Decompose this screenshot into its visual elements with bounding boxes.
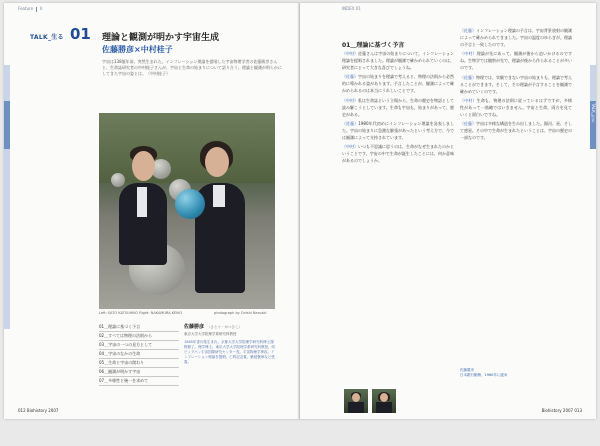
running-head-section: Feature [18,6,34,11]
paragraph: （中村）佐藤さんは宇宙の始まりについて、インフレーション理論を提唱されました。理論が観測で確かめられていくのは、研究者にとって大きな喜びでしょうね。 [342,51,454,71]
contents-item: 07＿多様性と統一を求めて [99,377,179,386]
paragraph: （中村）生命も、物理の法則に従っているはずですが、多様性があって一筋縄ではいきません。宇宙と生命、両方を見ていくと面白いですね。 [460,97,573,118]
contents-list [99,323,179,386]
intro-text: 宇宙は138億年前、突然生まれた。インフレーション理論を提唱した宇宙物理学者の佐藤勝彦さんと、生命誌研究者の中村桂子さんが、宇宙と生命の始まりについて語り合う。理論と観測が明らかにしてきた宇宙の姿とは。（中村桂子） [102,59,282,76]
profile-affiliation: 東京大学大学院理学系研究科教授 [184,332,237,336]
speaker-names: 佐藤勝彦×中村桂子 [102,45,173,54]
paragraph: （佐藤）宇宙の始まりを理論で考えると、物理の法則から必然的に導かれる姿があります。予言したことが、観測によって確かめられるのは本当にうれしいことです。 [342,74,454,94]
contents-item: 03＿宇宙の一つの見方として [99,341,179,350]
talk-label: TALK_生る [30,34,64,41]
speaker: （佐藤） [460,28,477,33]
profile-name: 佐藤勝彦 [184,324,205,330]
speaker: （中村） [342,51,359,56]
paragraph: （佐藤）1980年代初めにインフレーション理論を発表しました。宇宙の始まりに急激な膨張があったという考え方で、今では観測によって支持されています。 [342,120,455,141]
paragraph: （佐藤）物理では、実験できない宇宙の始まりも、理論で考えることができます。そして、その理論が予言することを観測で確かめていくのです。 [460,74,572,94]
side-label: TALK_生る [591,103,596,123]
folio-right: Biohistory 2007 013 [541,408,582,413]
thumb-caption: 佐藤勝彦 日本銀行勤務、1960年に渡米 [460,368,508,377]
contents-item: 05＿生命と宇宙の関わり [99,359,179,368]
thumb-photo-nakamura [372,389,396,413]
headline: 理論と観測が明かす宇宙生成 [102,33,220,43]
running-head-number: II [40,6,43,11]
profile-kana: （さとう・かつひこ） [207,325,243,329]
paragraph: （佐藤）宇宙は多様な構造を生み出しました。銀河、星、そして惑星。その中で生命が生まれたということは、宇宙の歴史の一部なのです。 [460,121,572,141]
paragraph: （中村）私は生命誌という立場から、生命の歴史を物語として読み解こうとしています。生命も宇宙も、始まりがあって、歴史がある。 [342,97,454,117]
text-column-1 [342,50,454,166]
paragraph: （佐藤）インフレーション理論の予言は、宇宙背景放射の観測によって確かめられてきました。宇宙の温度のゆらぎが、理論の予言と一致したのです。 [460,28,572,48]
profile-bio: 1945年香川県生まれ。京都大学大学院理学研究科博士課程修了。理学博士。東京大学大学院理学系研究科教授、同ビッグバン宇宙国際研究センター長。宇宙物理学専攻。インフレーション理論を提唱。仁科記念賞、紫綬褒章など受賞。 [184,340,275,364]
section-heading: 01＿理論に基づく予言 [342,42,405,49]
main-photo [99,113,275,309]
photo-caption: Left: SATO KATSUHIKO Right: NAKAMURA KEIKO [99,311,183,315]
talk-number: 01 [70,25,91,43]
side-tab-right [590,65,596,101]
speaker: （佐藤） [342,120,359,126]
running-head-right: INDEX 01 [342,6,361,11]
contents-item: 02＿すべては物理の法則から [99,332,179,341]
speaker: （中村） [342,97,358,103]
speaker: （中村） [460,51,477,57]
speaker: （佐藤） [460,74,476,80]
profile-box [184,323,276,365]
speaker: （佐藤） [342,74,358,80]
speaker: （中村） [460,97,477,103]
side-tab-accent [4,101,10,149]
folio-left: 012 Biohistory 2007 [18,408,59,413]
running-head-left [18,6,42,12]
contents-item: 06＿観測が明かす宇宙 [99,368,179,377]
side-tab-lower [4,149,10,329]
paragraph: （中村）いつも不思議に思うのは、生命がなぜ生まれたのかということです。宇宙の中で生命が誕生したことには、何か意味があるのでしょうか。 [342,144,454,164]
right-page [300,3,596,419]
photo-credit: photograph by Onishi Naruaki [214,311,267,315]
paragraph: （中村）理論が先にあって、観測が後から追いかけるのですね。生物学では観察が先で、理論が後から作られることが多いのです。 [460,51,572,71]
contents-item: 04＿宇宙のなかの生命 [99,350,179,359]
contents-item: 01＿理論に基づく予言 [99,323,179,332]
speaker: （中村） [342,144,358,150]
left-page [4,3,300,419]
side-tab [4,65,10,101]
thumb-photo-sato [344,389,368,413]
speaker: （佐藤） [460,121,476,127]
text-column-2 [460,27,572,143]
